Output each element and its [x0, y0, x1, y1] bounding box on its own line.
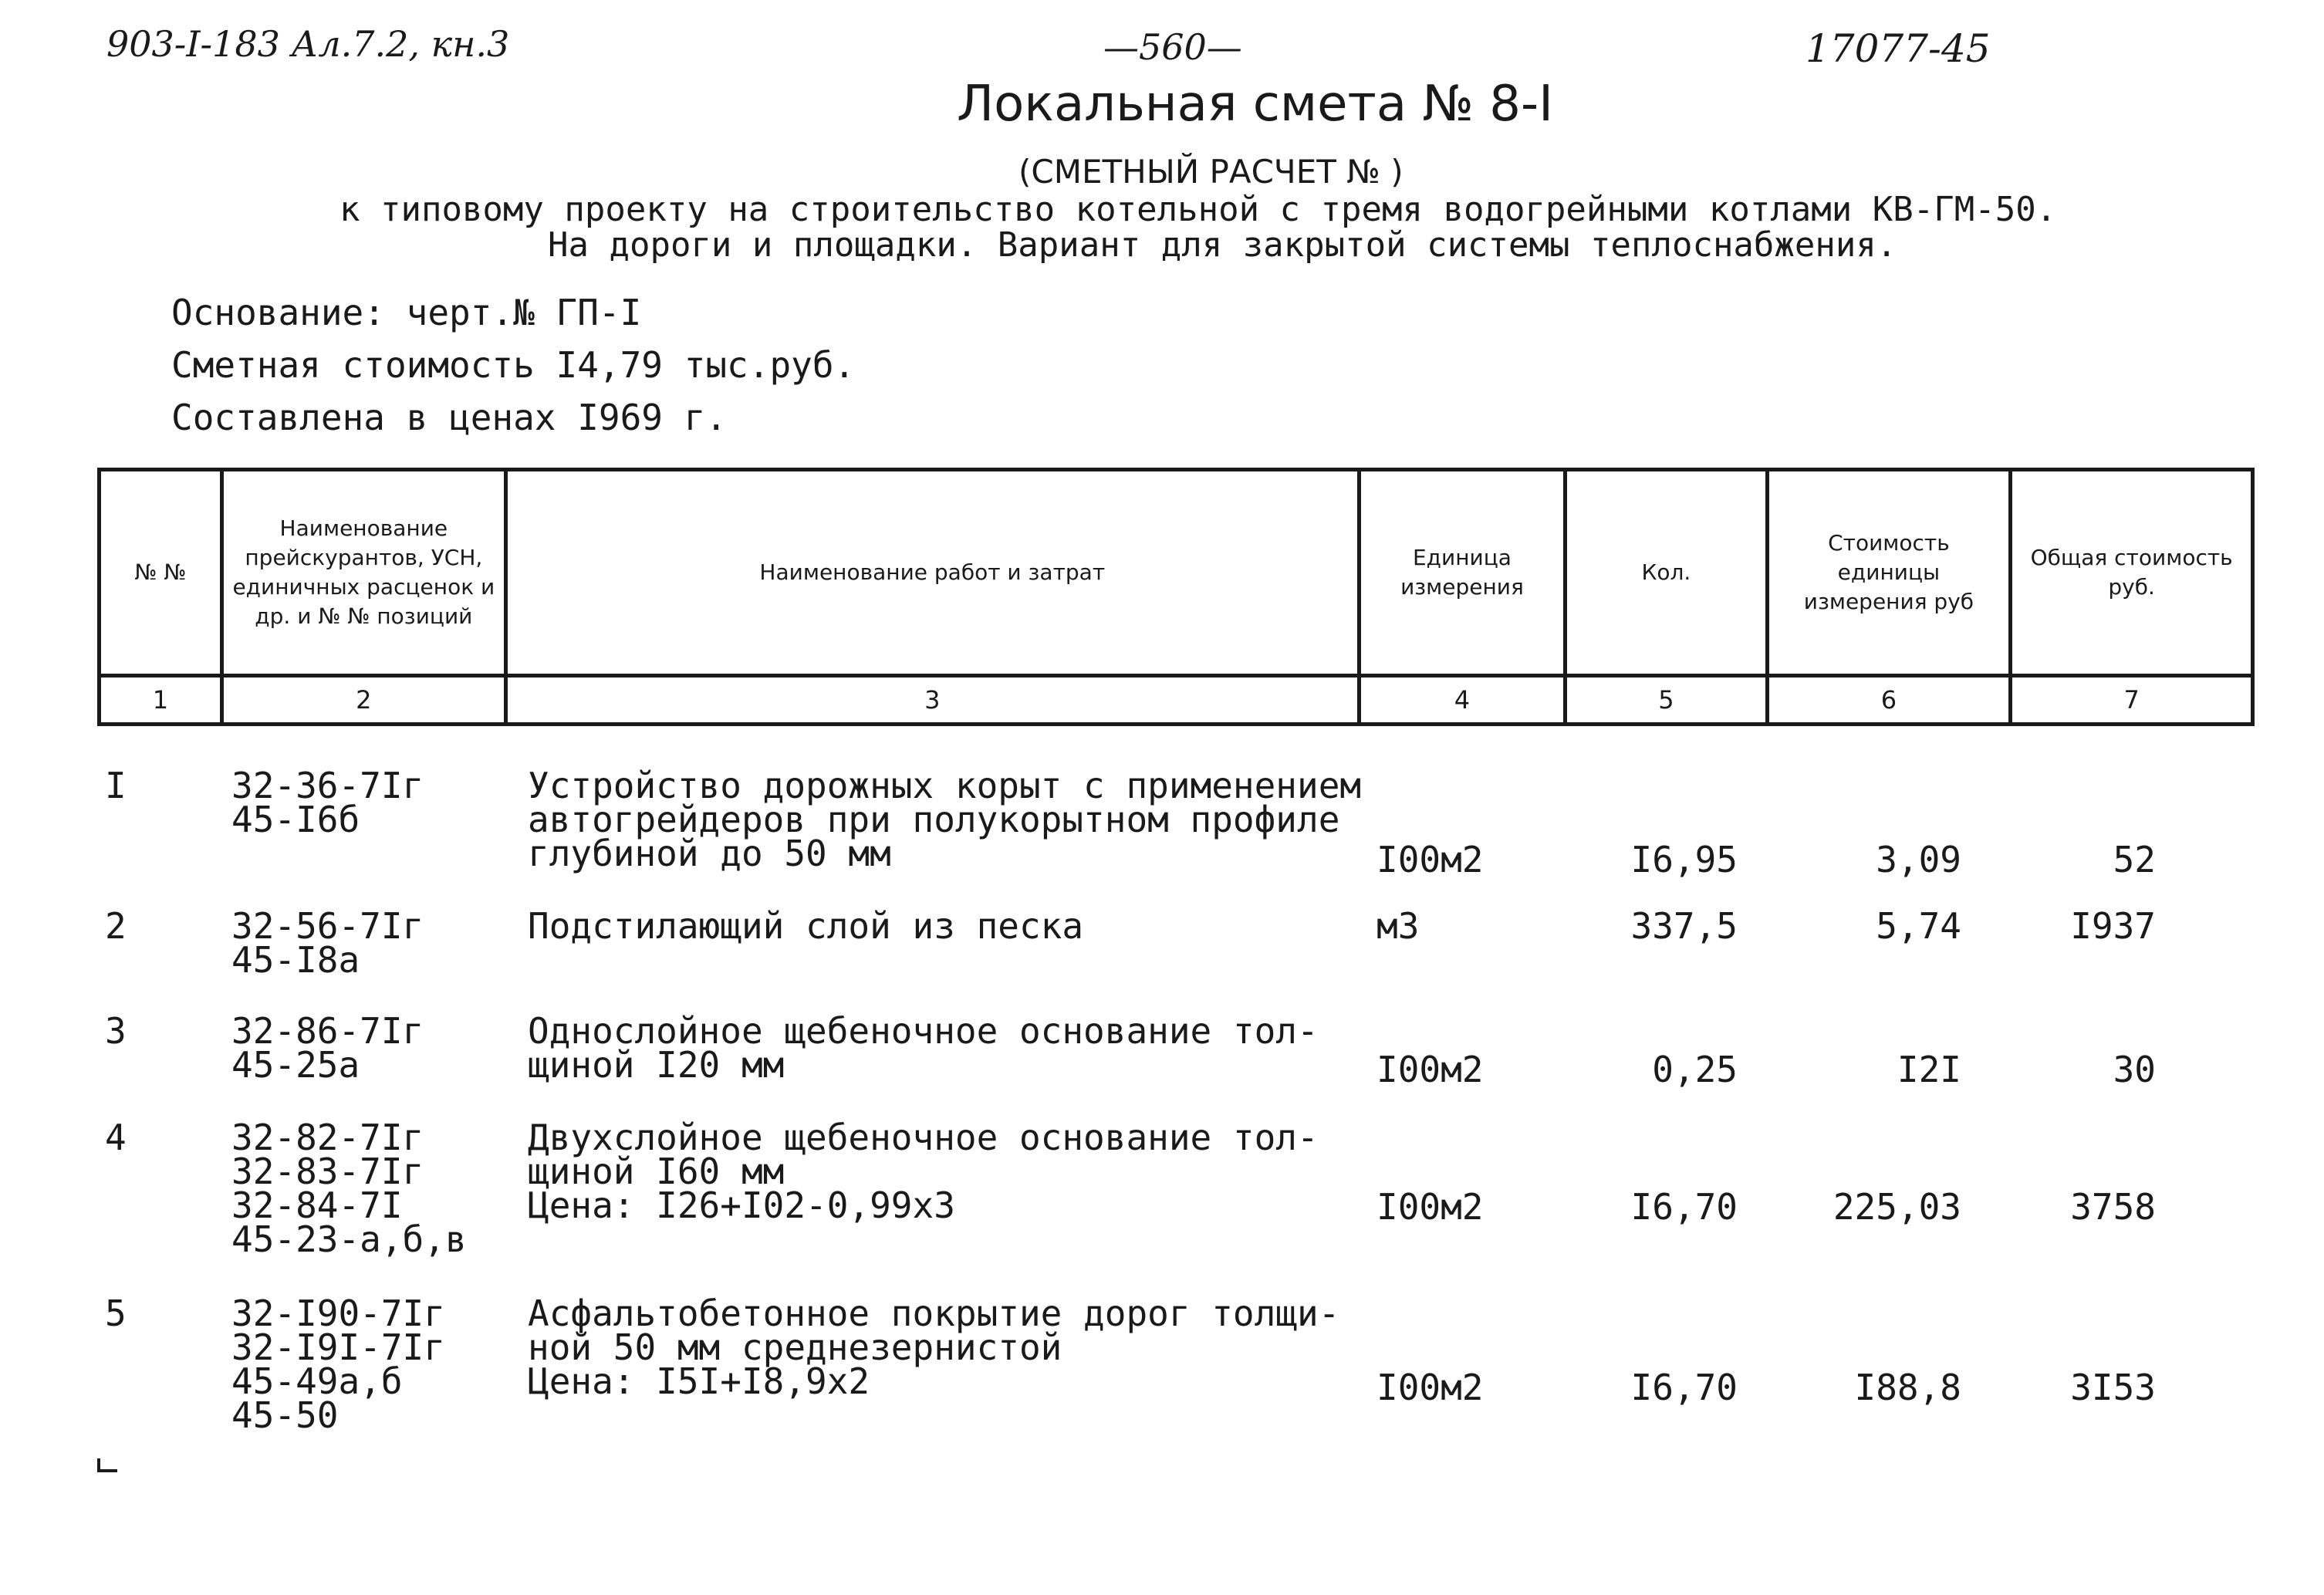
row-name-line: Цена: I26+I02-0,99х3	[528, 1184, 955, 1226]
basis-line: Основание: черт.№ ГП-I	[171, 292, 642, 333]
row-code: 32-I9I-7Iг	[231, 1326, 445, 1368]
column-number: 4	[1359, 676, 1565, 725]
description-line-2: На дороги и площадки. Вариант для закрытой системы теплоснабжения.	[548, 225, 1897, 265]
row-code: 32-56-7Iг	[231, 905, 424, 947]
estimate-table-header	[97, 468, 2255, 726]
column-header-total-cost: Общая стоимость руб.	[2011, 470, 2253, 676]
row-code: 32-82-7Iг	[231, 1117, 424, 1158]
row-quantity: 0,25	[1652, 1049, 1738, 1090]
row-code: 32-I90-7Iг	[231, 1293, 445, 1334]
row-total-cost: 52	[2113, 839, 2156, 880]
row-number: 2	[105, 905, 127, 947]
row-quantity: 337,5	[1630, 905, 1738, 947]
row-unit-cost: 5,74	[1876, 905, 1961, 947]
column-number: 1	[100, 676, 222, 725]
row-unit-cost: 225,03	[1833, 1186, 1961, 1228]
document-number: 17077-45	[1805, 26, 1991, 71]
row-unit-cost: 3,09	[1876, 839, 1961, 880]
row-total-cost: 3I53	[2070, 1367, 2156, 1408]
row-quantity: I6,95	[1630, 839, 1738, 880]
column-header-quantity: Кол.	[1566, 470, 1767, 676]
column-header-work-name: Наименование работ и затрат	[505, 470, 1359, 676]
row-code: 45-I8а	[231, 939, 360, 981]
row-name-line: автогрейдеров при полукорытном профиле	[528, 799, 1340, 840]
column-header-unit-cost: Стоимость единицы измерения руб	[1767, 470, 2011, 676]
row-code: 32-84-7I	[231, 1184, 403, 1226]
row-number: 5	[105, 1293, 127, 1334]
column-header-price-list: Наименование прейскурантов, УСН, единичных расценок и др. и № № позиций	[221, 470, 505, 676]
row-name-line: Подстилающий слой из песка	[528, 905, 1084, 947]
row-total-cost: 30	[2113, 1049, 2156, 1090]
page-title: Локальная смета № 8-I	[957, 76, 1553, 133]
row-code: 45-50	[231, 1394, 339, 1436]
row-unit: м3	[1376, 905, 1420, 947]
row-number: 4	[105, 1117, 127, 1158]
row-name-line: Однослойное щебеночное основание тол-	[528, 1010, 1319, 1052]
row-name-line: Асфальтобетонное покрытие дорог толщи-	[528, 1293, 1340, 1334]
row-code: 45-25а	[231, 1044, 360, 1086]
row-name-line: глубиной до 50 мм	[528, 833, 891, 874]
row-name-line: ной 50 мм среднезернистой	[528, 1326, 1062, 1368]
row-quantity: I6,70	[1630, 1186, 1738, 1228]
row-name-line: щиной I60 мм	[528, 1151, 785, 1192]
page-number: —560—	[1103, 26, 1242, 68]
column-header-number: № №	[100, 470, 222, 676]
page-subtitle: (СМЕТНЫЙ РАСЧЕТ № )	[1018, 153, 1404, 191]
series-code: 903-I-183 Ал.7.2, кн.3	[106, 23, 510, 65]
row-unit-cost: I2I	[1897, 1049, 1961, 1090]
row-name-line: Устройство дорожных корыт с применением	[528, 765, 1362, 806]
row-number: 3	[105, 1010, 127, 1052]
row-code: 32-83-7Iг	[231, 1151, 424, 1192]
column-number: 3	[505, 676, 1359, 725]
row-code: 45-23-а,б,в	[231, 1218, 467, 1260]
row-code: 32-86-7Iг	[231, 1010, 424, 1052]
row-number: I	[105, 765, 127, 806]
column-number: 5	[1566, 676, 1767, 725]
page-corner-mark	[97, 1458, 117, 1472]
row-name-line: Цена: I5I+I8,9х2	[528, 1360, 870, 1402]
row-unit: I00м2	[1376, 1367, 1484, 1408]
prices-line: Составлена в ценах I969 г.	[171, 397, 728, 438]
row-code: 45-49а,б	[231, 1360, 403, 1402]
row-total-cost: 3758	[2070, 1186, 2156, 1228]
row-unit: I00м2	[1376, 1049, 1484, 1090]
description-line-1: к типовому проекту на строительство котельной с тремя водогрейными котлами КВ-ГМ-50.	[339, 190, 2057, 229]
column-number: 6	[1767, 676, 2011, 725]
row-code: 45-I6б	[231, 799, 360, 840]
row-name-line: щиной I20 мм	[528, 1044, 785, 1086]
row-code: 32-36-7Iг	[231, 765, 424, 806]
row-name-line: Двухслойное щебеночное основание тол-	[528, 1117, 1319, 1158]
row-unit: I00м2	[1376, 1186, 1484, 1228]
row-total-cost: I937	[2070, 905, 2156, 947]
column-number: 2	[221, 676, 505, 725]
cost-line: Сметная стоимость I4,79 тыс.руб.	[171, 344, 856, 386]
row-unit: I00м2	[1376, 839, 1484, 880]
row-unit-cost: I88,8	[1854, 1367, 1961, 1408]
column-header-unit: Единица измерения	[1359, 470, 1565, 676]
row-quantity: I6,70	[1630, 1367, 1738, 1408]
column-number: 7	[2011, 676, 2253, 725]
